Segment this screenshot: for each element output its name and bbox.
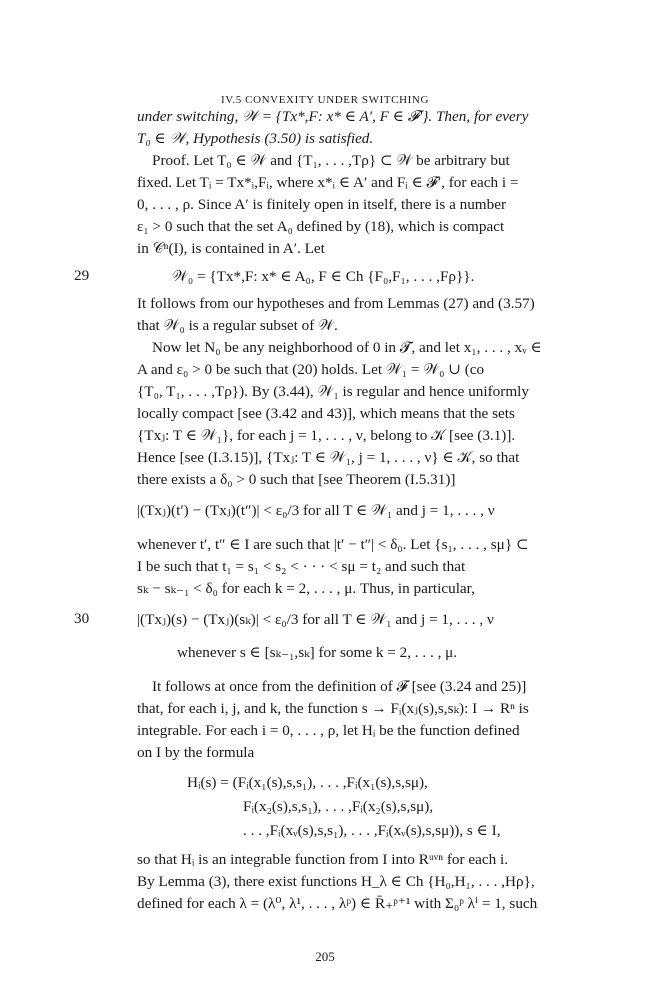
text-line: under switching, 𝒲 = {Tx*,F: x* ∈ A′, F ∈ 𝓕′}. Then, for every xyxy=(137,108,529,125)
text-line: integrable. For each i = 0, . . . , ρ, let Hᵢ be the function defined xyxy=(137,722,520,739)
text-line: so that Hᵢ is an integrable function from I into Rᵘᵛⁿ for each i. xyxy=(137,851,508,868)
text-line: By Lemma (3), there exist functions H_λ ∈ Ch {H₀,H₁, . . . ,Hρ}, xyxy=(137,873,535,890)
text-line: . . . ,Fᵢ(xᵥ(s),s,s₁), . . . ,Fᵢ(xᵥ(s),s,sμ)), s ∈ I, xyxy=(243,822,501,839)
text-line: defined for each λ = (λ⁰, λ¹, . . . , λᵖ) ∈ R̄₊ᵖ⁺¹ with Σ₀ᵖ λⁱ = 1, such xyxy=(137,895,538,912)
text-line: that 𝒲₀ is a regular subset of 𝒲. xyxy=(137,317,338,334)
text-line: whenever t′, t″ ∈ I are such that |t′ − t″| < δ₀. Let {s₁, . . . , sμ} ⊂ xyxy=(137,536,529,553)
equation-number: 30 xyxy=(74,610,90,627)
text-line: I be such that t₁ = s₁ < s₂ < · · · < sμ = t₂ and such that xyxy=(137,558,466,575)
text-line: fixed. Let Tᵢ = Tx*ᵢ,Fᵢ, where x*ᵢ ∈ A′ and Fᵢ ∈ 𝓕′, for each i = xyxy=(137,174,519,191)
text-line: It follows from our hypotheses and from Lemmas (27) and (3.57) xyxy=(137,295,535,312)
text-line: Proof. Let T₀ ∈ 𝒲 and {T₁, . . . ,Tρ} ⊂ 𝒲 be arbitrary but xyxy=(152,152,510,169)
text-line: sₖ − sₖ₋₁ < δ₀ for each k = 2, . . . , μ. Thus, in particular, xyxy=(137,580,475,597)
text-line: on I by the formula xyxy=(137,744,255,761)
text-line: {Txⱼ: T ∈ 𝒲₁}, for each j = 1, . . . , ν, belong to 𝒦 [see (3.1)]. xyxy=(137,427,516,444)
page-number: 205 xyxy=(315,949,335,964)
text-line: there exists a δ₀ > 0 such that [see Theorem (I.5.31)] xyxy=(137,471,456,488)
text-line: {T₀, T₁, . . . ,Tρ}). By (3.44), 𝒲₁ is regular and hence uniformly xyxy=(137,383,529,400)
text-line: whenever s ∈ [sₖ₋₁,sₖ] for some k = 2, . . . , μ. xyxy=(177,644,458,661)
text-line: 0, . . . , ρ. Since A′ is finitely open in itself, there is a number xyxy=(137,196,507,213)
text-line: in 𝒞ⁿ(I), is contained in A′. Let xyxy=(137,240,325,257)
text-line: T₀ ∈ 𝒲, Hypothesis (3.50) is satisfied. xyxy=(137,130,374,147)
text-line: |(Txⱼ)(s) − (Txⱼ)(sₖ)| < ε₀/3 for all T ∈ 𝒲₁ and j = 1, . . . , ν xyxy=(137,611,494,628)
text-line: A and ε₀ > 0 be such that (20) holds. Let 𝒲₁ = 𝒲₀ ∪ (co xyxy=(137,361,485,378)
text-line: locally compact [see (3.42 and 43)], which means that the sets xyxy=(137,405,515,422)
running-header: IV.5 CONVEXITY UNDER SWITCHING xyxy=(220,94,430,106)
text-line: Hᵢ(s) = (Fᵢ(x₁(s),s,s₁), . . . ,Fᵢ(x₁(s),s,sμ), xyxy=(187,774,428,791)
text-line: Now let N₀ be any neighborhood of 0 in 𝓣, and let x₁, . . . , xᵥ ∈ xyxy=(152,339,542,356)
text-line: |(Txⱼ)(t′) − (Txⱼ)(t″)| < ε₀/3 for all T ∈ 𝒲₁ and j = 1, . . . , ν xyxy=(137,502,495,519)
text-line: ε₁ > 0 such that the set A₀ defined by (18), which is compact xyxy=(137,218,505,235)
text-line: Fᵢ(x₂(s),s,s₁), . . . ,Fᵢ(x₂(s),s,sμ), xyxy=(243,798,434,815)
text-line: 𝒲₀ = {Tx*,F: x* ∈ A₀, F ∈ Ch {F₀,F₁, . . . ,Fρ}}. xyxy=(172,268,475,285)
text-line: Hence [see (I.3.15)], {Txⱼ: T ∈ 𝒲₁, j = 1, . . . , ν} ∈ 𝒦, so that xyxy=(137,449,520,466)
text-line: that, for each i, j, and k, the function s → Fᵢ(xⱼ(s),s,sₖ): I → Rⁿ is xyxy=(137,700,529,717)
text-line: It follows at once from the definition of 𝓕 [see (3.24 and 25)] xyxy=(152,678,527,695)
equation-number: 29 xyxy=(74,267,90,284)
